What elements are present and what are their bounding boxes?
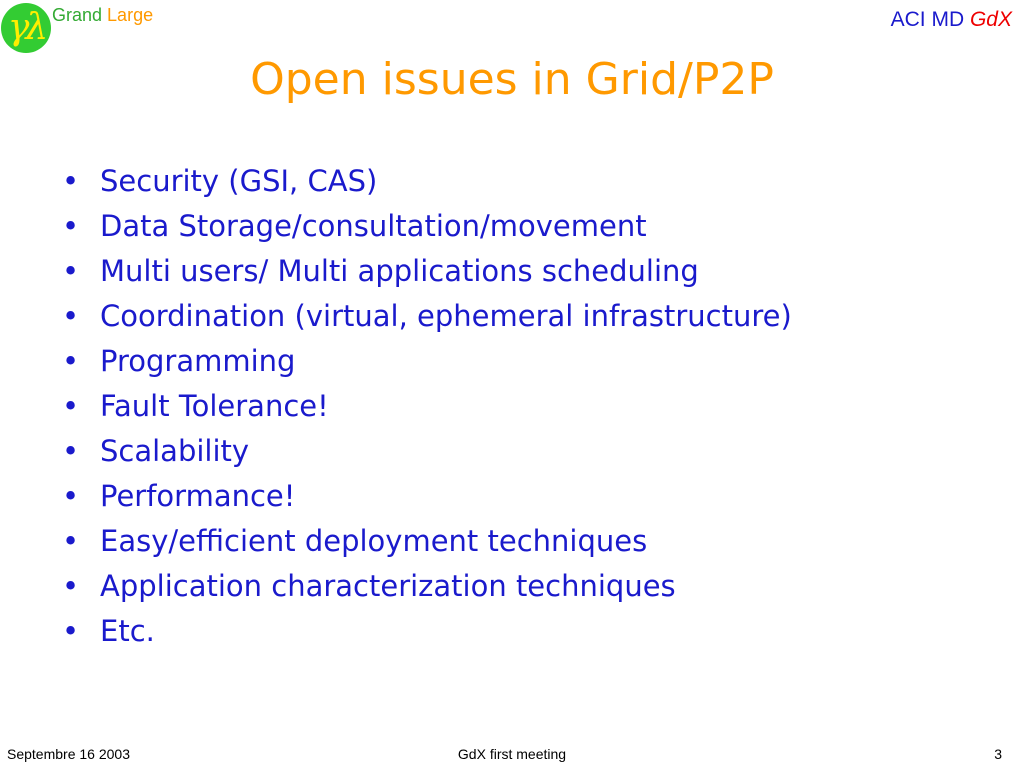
bullet-text: Fault Tolerance! <box>100 389 329 423</box>
bullet-icon: • <box>62 299 80 333</box>
bullet-text: Performance! <box>100 479 296 513</box>
bullet-text: Multi users/ Multi applications scheduling <box>100 254 699 288</box>
bullet-text: Data Storage/consultation/movement <box>100 209 647 243</box>
bullet-icon: • <box>62 569 80 603</box>
footer-event: GdX first meeting <box>457 746 567 762</box>
slide-title: Open issues in Grid/P2P <box>250 54 774 105</box>
bullet-text: Etc. <box>100 614 155 648</box>
bullet-icon: • <box>62 389 80 423</box>
bullet-icon: • <box>62 614 80 648</box>
bullet-icon: • <box>62 344 80 378</box>
logo-word-grand: Grand <box>52 5 103 25</box>
bullet-icon: • <box>62 164 80 198</box>
bullet-icon: • <box>62 434 80 468</box>
footer-date: Septembre 16 2003 <box>7 746 130 762</box>
bullet-text: Programming <box>100 344 296 378</box>
gamma-lambda-logo-icon: γλ <box>7 7 45 48</box>
bullet-icon: • <box>62 254 80 288</box>
bullet-text: Coordination (virtual, ephemeral infrastructure) <box>100 299 792 333</box>
bullet-text: Scalability <box>100 434 250 468</box>
project-label-main: ACI MD <box>890 8 965 31</box>
bullet-icon: • <box>62 479 80 513</box>
bullet-text: Security (GSI, CAS) <box>100 164 378 198</box>
bullet-text: Application characterization techniques <box>100 569 676 603</box>
project-label-accent: GdX <box>969 8 1012 31</box>
bullet-icon: • <box>62 524 80 558</box>
bullet-text: Easy/efficient deployment techniques <box>100 524 648 558</box>
logo-text <box>52 5 153 26</box>
logo-word-large: Large <box>107 5 154 25</box>
bullet-icon: • <box>62 209 80 243</box>
project-label <box>891 8 1012 32</box>
grand-large-logo <box>0 3 200 53</box>
footer-page-number: 3 <box>994 746 1002 762</box>
